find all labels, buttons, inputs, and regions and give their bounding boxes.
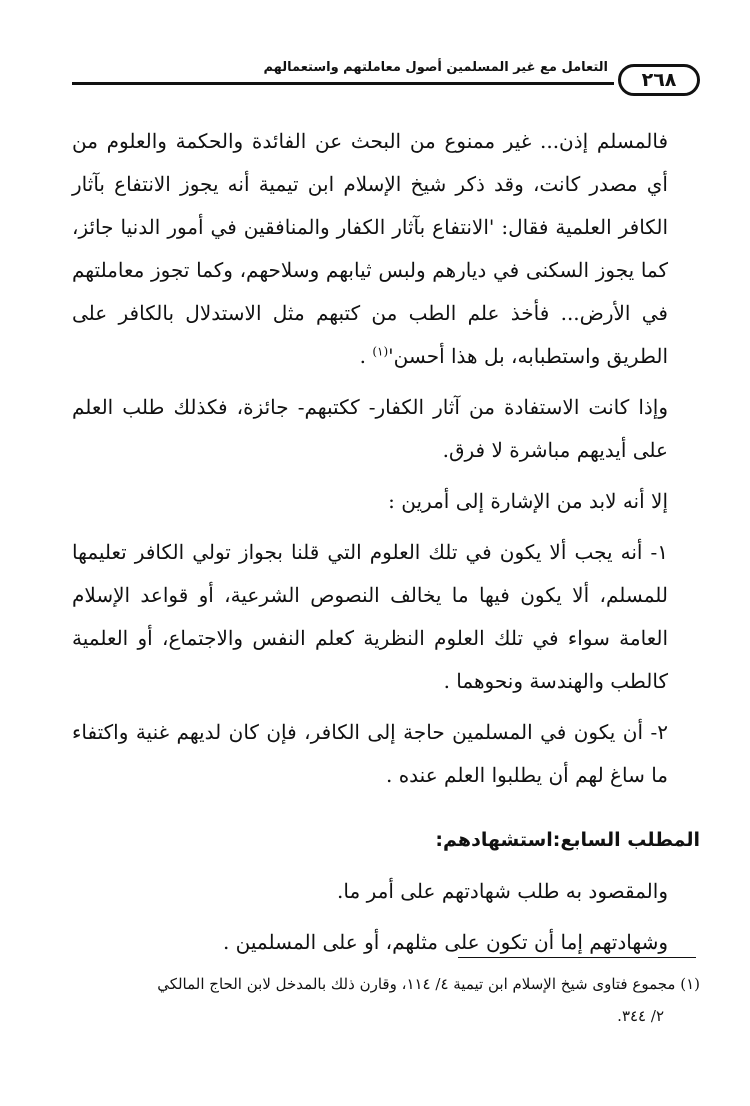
footnotes — [72, 968, 700, 1032]
section-heading: المطلب السابع:استشهادهم: — [435, 829, 700, 851]
paragraph-2: وإذا كانت الاستفادة من آثار الكفار- ككتبهم- جائزة، فكذلك طلب العلم على أيديهم مباشرة لا فرق. — [72, 395, 668, 462]
section-line-2: وشهادتهم إما أن تكون على مثلهم، أو على المسلمين . — [222, 930, 668, 954]
main-text — [72, 120, 700, 972]
list-item-2: ٢- أن يكون في المسلمين حاجة إلى الكافر، فإن كان لديهم غنية واكتفاء ما ساغ لهم أن يطلبوا العلم عنده . — [72, 720, 668, 787]
header-title: التعامل مع غير المسلمين أصول معاملتهم واستعمالهم — [263, 60, 608, 75]
paragraph-3: إلا أنه لابد من الإشارة إلى أمرين : — [388, 489, 668, 513]
header-rule — [72, 82, 614, 85]
running-header — [72, 58, 700, 98]
footnote-divider — [458, 957, 696, 958]
paragraph-1 — [72, 120, 700, 378]
footnote-line-1: (١) مجموع فتاوى شيخ الإسلام ابن تيمية ٤/ ١١٤، وقارن ذلك بالمدخل لابن الحاج المالكي — [157, 975, 700, 993]
paragraph-1-text: فالمسلم إذن... غير ممنوع من البحث عن الفائدة والحكمة والعلوم من أي مصدر كانت، وقد ذكر شيخ الإسلام ابن تيمية أنه يجوز الانتفاع بآثار الكافر العلمية فقال: 'الانتفاع بآثار الكفار والمنافقين في أمور الدنيا جائز، كما يجوز السكنى في ديارهم ولبس ثيابهم وسلاحهم، وكما تجوز معاملتهم في الأرض... فأخذ علم الطب من كتبهم مثل الاستدلال بالكافر على الطريق واستطبابه، بل هذا أحسن' — [72, 129, 668, 368]
list-item-1: ١- أنه يجب ألا يكون في تلك العلوم التي قلنا بجواز تولي الكافر تعليمها للمسلم، ألا يكون فيها ما يخالف النصوص الشرعية، أو قواعد الإسلام العامة سواء في تلك العلوم النظرية كعلم النفس والاجتماع، أو العلمية كالطب والهندسة ونحوهما . — [72, 540, 668, 693]
footnote-line-2: ٢/ ٣٤٤. — [617, 1007, 664, 1025]
section-line-1: والمقصود به طلب شهادتهم على أمر ما. — [337, 879, 668, 903]
paragraph-1-end: . — [359, 344, 373, 368]
footnote-reference: (١) — [372, 344, 389, 359]
page-number: ٢٦٨ — [618, 64, 700, 96]
